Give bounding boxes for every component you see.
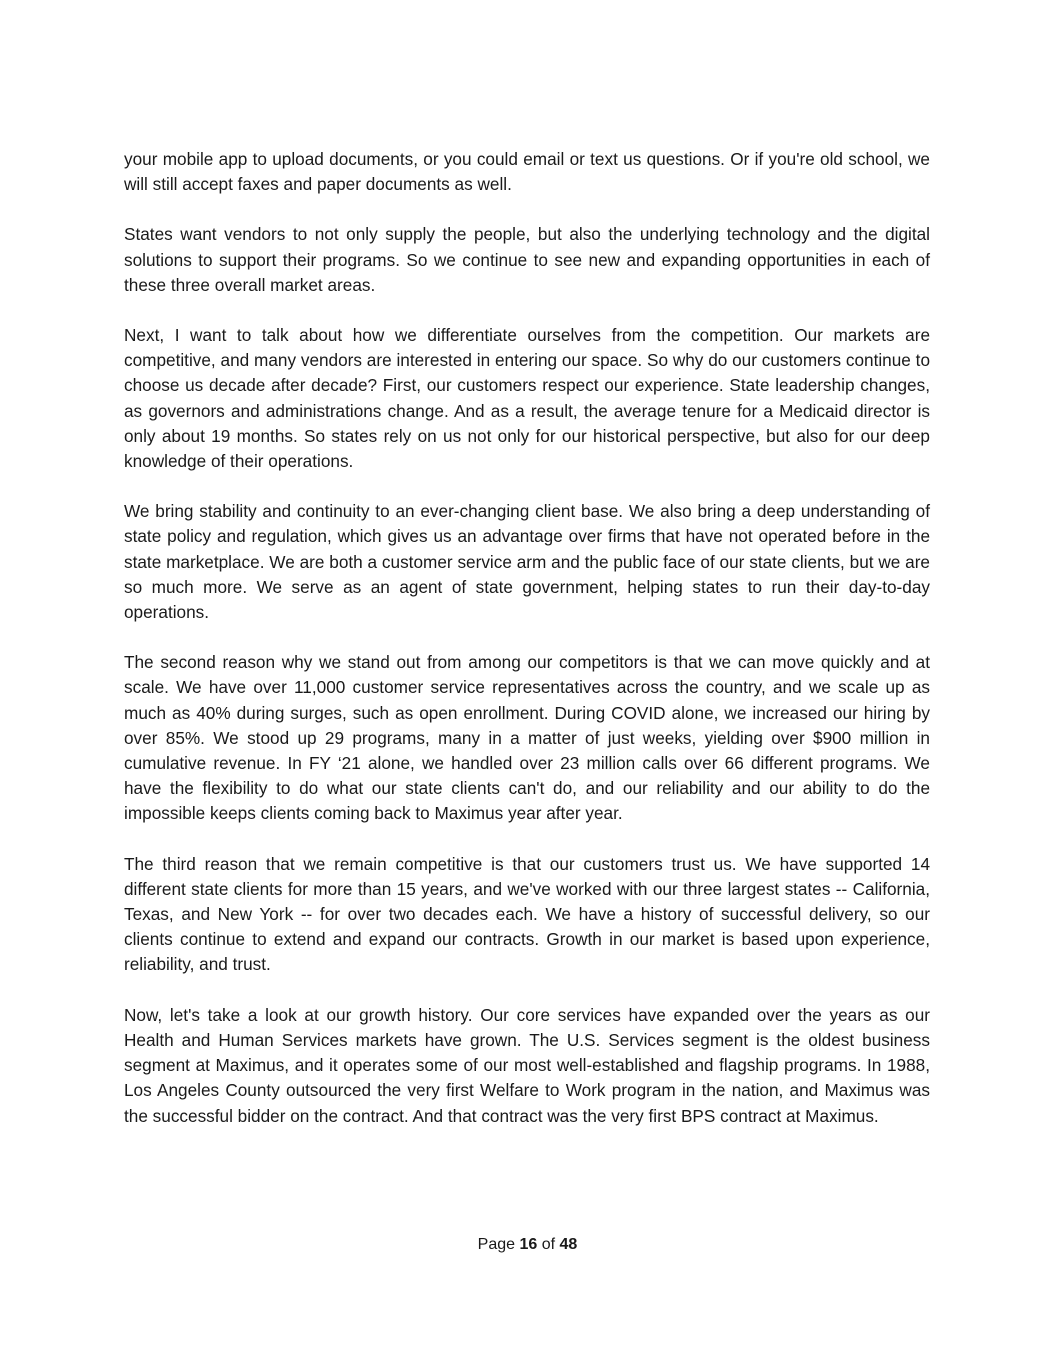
document-body: [124, 147, 930, 1154]
total-pages-number: 48: [559, 1236, 578, 1253]
page-prefix: Page: [477, 1236, 516, 1253]
current-page-number: 16: [519, 1236, 538, 1253]
paragraph-1: your mobile app to upload documents, or you could email or text us questions. Or if you're old school, we will still accept faxes and paper documents as well.: [124, 149, 930, 195]
paragraph-6: The third reason that we remain competitive is that our customers trust us. We have supported 14 different state clients for more than 15 years, and we've worked with our three largest states -- California, Texas, and New York -- for over two decades each. We have a history of successful delivery, so our clients continue to extend and expand our contracts. Growth in our market is based upon experience, reliability, and trust.: [124, 853, 930, 975]
paragraph-5: The second reason why we stand out from among our competitors is that we can move quickly and at scale. We have over 11,000 customer service representatives across the country, and we scale up as much as 40% during surges, such as open enrollment. During COVID alone, we increased our hiring by over 85%. We stood up 29 programs, many in a matter of just weeks, yielding over $900 million in cumulative revenue. In FY ‘21 alone, we handled over 23 million calls over 66 different programs. We have the flexibility to do what our state clients can't do, and our reliability and our ability to do the impossible keeps clients coming back to Maximus year after year.: [124, 652, 930, 824]
paragraph-7: Now, let's take a look at our growth history. Our core services have expanded over the years as our Health and Human Services markets have grown. The U.S. Services segment is the oldest business segment at Maximus, and it operates some of our most well-established and flagship programs. In 1988, Los Angeles County outsourced the very first Welfare to Work program in the nation, and Maximus was the successful bidder on the contract. And that contract was the very first BPS contract at Maximus.: [124, 1004, 930, 1126]
page-footer: [0, 1235, 1055, 1255]
paragraph-2: States want vendors to not only supply the people, but also the underlying technology and the digital solutions to support their programs. So we continue to see new and expanding opportunities in each of these three overall market areas.: [124, 224, 930, 295]
page-of-label: of: [541, 1236, 556, 1253]
paragraph-4: We bring stability and continuity to an ever-changing client base. We also bring a deep understanding of state policy and regulation, which gives us an advantage over firms that have not operated before in the state marketplace. We are both a customer service arm and the public face of our state clients, but we are so much more. We serve as an agent of state government, helping states to run their day-to-day operations.: [124, 501, 930, 623]
paragraph-3: Next, I want to talk about how we differentiate ourselves from the competition. Our markets are competitive, and many vendors are interested in entering our space. So why do our customers continue to choose us decade after decade? First, our customers respect our experience. State leadership changes, as governors and administrations change. And as a result, the average tenure for a Medicaid director is only about 19 months. So states rely on us not only for our historical perspective, but also for our deep knowledge of their operations.: [124, 325, 930, 472]
